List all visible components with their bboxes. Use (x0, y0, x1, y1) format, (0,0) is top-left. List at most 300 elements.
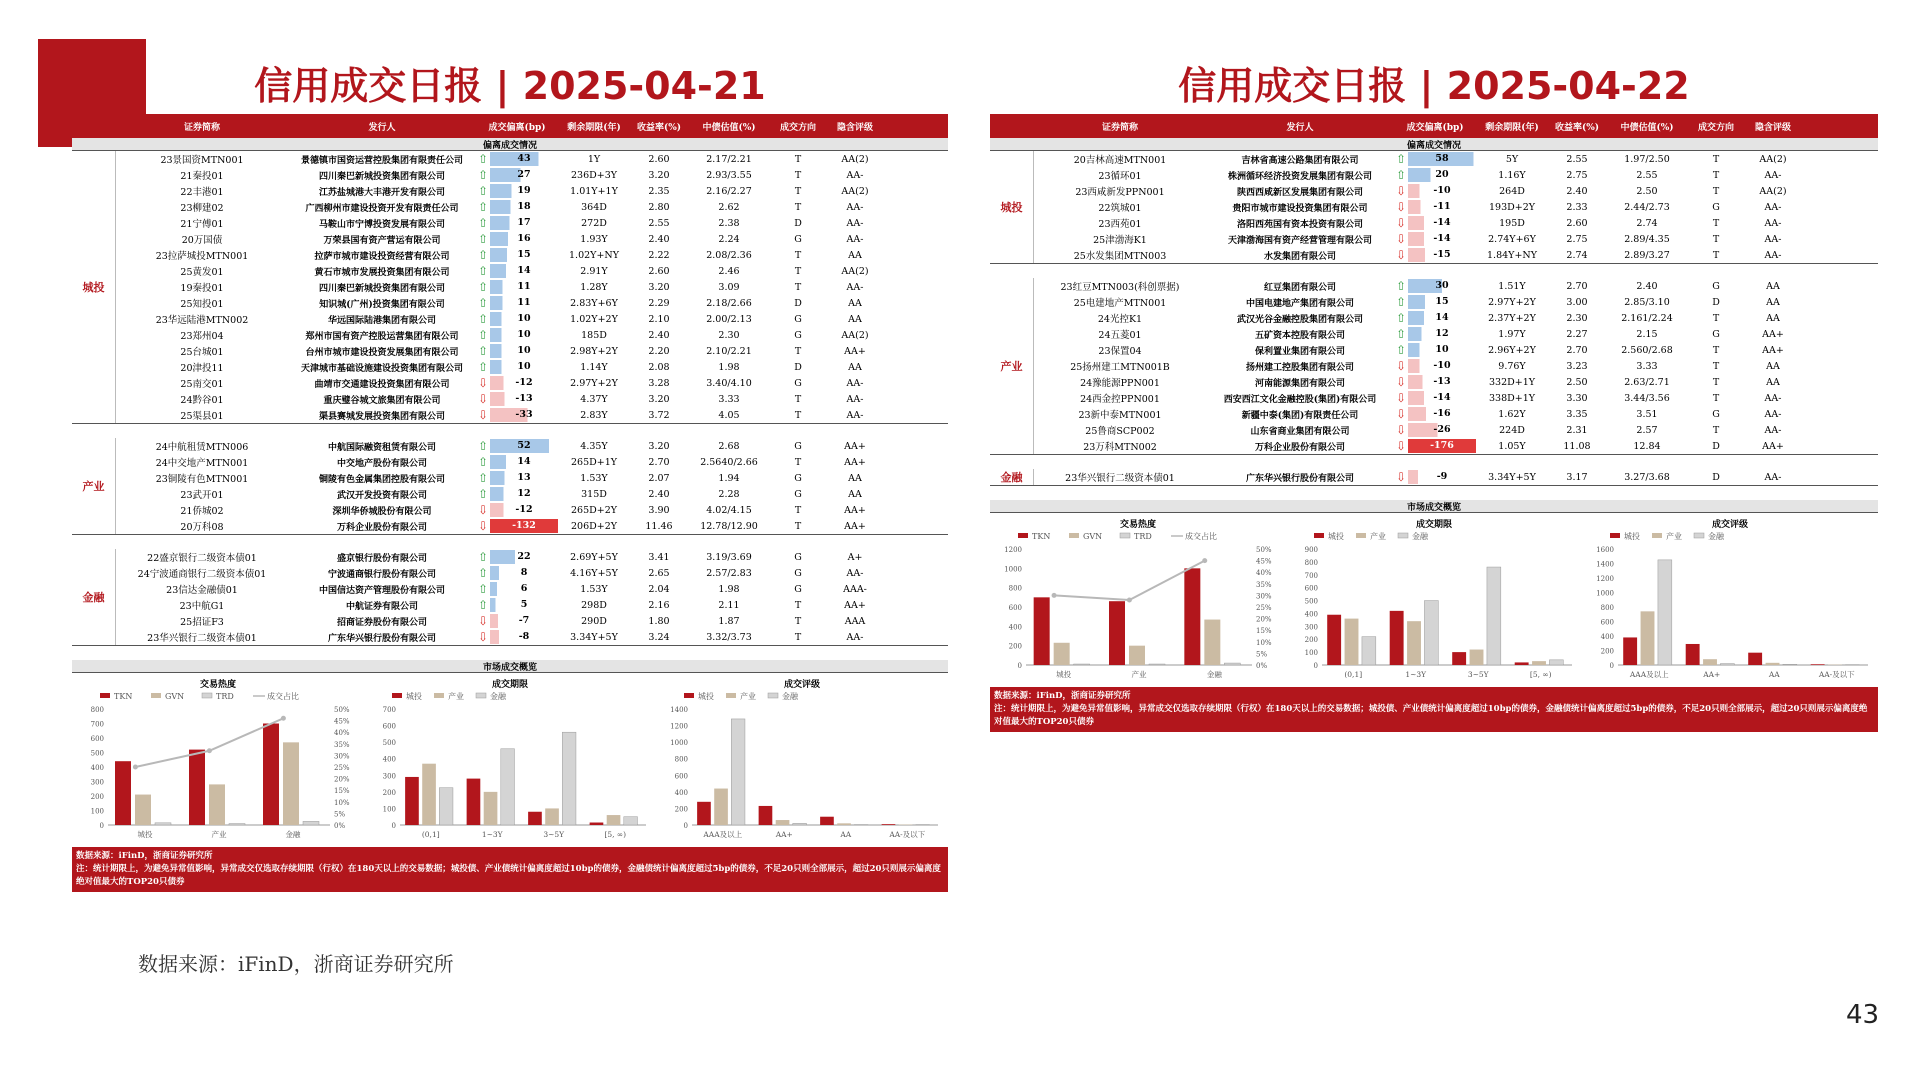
term-cell: 2.83Y (580, 409, 608, 421)
share-point (1052, 593, 1057, 598)
bar (1623, 637, 1637, 665)
chart (1286, 517, 1582, 687)
table-row (1034, 358, 1878, 374)
bond-name-cell: 25黄发01 (180, 267, 224, 278)
yield-cell: 3.24 (648, 631, 670, 643)
term-cell: 4.35Y (580, 440, 608, 452)
issuer-cell: 中国信达资产管理股份有限公司 (318, 585, 445, 596)
deviation-cell (476, 167, 558, 183)
direction-cell: T (1712, 424, 1720, 436)
bar (1109, 601, 1125, 665)
y2-tick-label: 20% (334, 775, 350, 784)
table-row (116, 247, 948, 263)
yield-cell: 2.70 (648, 456, 670, 468)
legend-label: TRD (1134, 532, 1152, 541)
yield-cell: 2.40 (648, 329, 670, 341)
issuer-cell: 深圳华侨城股份有限公司 (332, 506, 432, 517)
deviation-cell (1394, 469, 1476, 485)
yield-cell: 2.22 (648, 249, 670, 261)
x-tick-label: (0,1] (1344, 670, 1363, 679)
table-row (116, 199, 948, 215)
y2-tick-label: 25% (334, 764, 350, 772)
bond-name-cell: 20万国债 (181, 235, 223, 246)
bar (528, 812, 542, 825)
direction-cell: T (794, 185, 802, 197)
x-tick-label: AAA及以上 (703, 830, 743, 839)
bond-name-cell: 21侨城02 (180, 506, 224, 517)
bar (607, 815, 621, 825)
valuation-cell: 2.63/2.71 (1624, 376, 1670, 388)
deviation-cell (1394, 294, 1476, 310)
legend-swatch (392, 693, 402, 698)
y-tick-label: 1400 (670, 706, 688, 714)
y-tick-label: 400 (90, 764, 104, 772)
y-tick-label: 1000 (1596, 589, 1614, 598)
bond-name-cell: 23柳建02 (180, 203, 224, 214)
arrow-up-icon: ⇧ (477, 216, 489, 230)
bond-name-cell: 21秦投01 (180, 171, 224, 182)
bond-name-cell: 23西苑01 (1098, 219, 1142, 230)
deviation-value: 20 (1408, 168, 1476, 182)
deviation-value: 11 (490, 296, 558, 310)
term-cell: 265D+2Y (570, 504, 618, 516)
bar (1149, 664, 1165, 665)
table-row (1034, 374, 1878, 390)
yield-cell: 3.20 (648, 393, 670, 405)
group-label: 城投 (990, 151, 1034, 263)
rating-cell: AA (848, 488, 862, 500)
x-tick-label: 1~3Y (1405, 670, 1427, 679)
rating-cell: AA- (846, 393, 864, 405)
y-tick-label: 600 (1304, 584, 1318, 593)
y2-tick-label: 10% (1256, 638, 1272, 647)
rating-cell: AAA (844, 615, 866, 627)
header-cell: 发行人 (368, 122, 396, 133)
issuer-cell: 广东华兴银行股份有限公司 (327, 633, 436, 644)
deviation-value: 22 (490, 550, 558, 564)
legend-swatch (100, 693, 110, 698)
y2-tick-label: 5% (1256, 650, 1268, 659)
bond-name-cell: 25鲁商SCP002 (1085, 426, 1155, 437)
bar (467, 779, 481, 825)
term-cell: 1.53Y (580, 583, 608, 595)
y2-tick-label: 50% (1256, 546, 1272, 554)
deviation-cell (476, 486, 558, 502)
bond-name-cell: 23景国资MTN001 (160, 155, 244, 166)
table-row (116, 454, 948, 470)
deviation-cell (1394, 167, 1476, 183)
legend-swatch (684, 693, 694, 698)
deviation-cell (476, 263, 558, 279)
header-cell: 成交偏离(bp) (488, 122, 546, 133)
y-tick-label: 1600 (1596, 546, 1614, 554)
deviation-cell (476, 199, 558, 215)
issuer-cell: 四川秦巴新城投资集团有限公司 (318, 283, 445, 294)
bar (1074, 664, 1090, 665)
header-cell: 隐含评级 (1754, 122, 1791, 133)
y-tick-label: 200 (1304, 636, 1318, 645)
deviation-value: 10 (490, 328, 558, 342)
header-cell: 收益率(%) (636, 122, 682, 133)
legend-swatch (1018, 533, 1028, 538)
bond-name-cell: 23拉萨城投MTN001 (155, 251, 249, 262)
legend-label: GVN (165, 692, 185, 701)
valuation-cell: 3.40/4.10 (706, 377, 752, 389)
header-cell: 证券简称 (183, 122, 220, 133)
rating-cell: AA (1766, 360, 1780, 372)
term-cell: 1.28Y (580, 281, 608, 293)
deviation-value: -12 (490, 503, 558, 517)
rating-cell: AA+ (844, 504, 866, 516)
legend-swatch (1069, 533, 1079, 538)
bar (1766, 663, 1780, 665)
rating-cell: AA+ (1762, 344, 1784, 356)
rating-cell: AA- (1764, 424, 1782, 436)
bond-name-cell: 24宁波通商银行二级资本债01 (137, 569, 267, 580)
bond-name-cell: 25台城01 (180, 347, 224, 358)
deviation-cell (1394, 326, 1476, 342)
bond-name-cell: 25扬州建工MTN001B (1070, 362, 1170, 373)
term-cell: 195D (1499, 217, 1525, 229)
group-rows (1034, 151, 1878, 263)
x-tick-label: 3~5Y (1467, 670, 1489, 679)
group-rows (1034, 469, 1878, 485)
yield-cell: 11.46 (645, 520, 673, 532)
footer-note: 注：统计期限上，为避免异常值影响，异常成交仅选取存续期限（行权）在180天以上的交易数据；城投债、产业债统计偏离度超过10bp的债券，金融债统计偏离度超过5bp的债券，不足20只则全部展示，超过20只则展示偏离度绝对值最大的TOP20只债券 (76, 864, 941, 887)
table-row (116, 518, 948, 534)
term-cell: 1.84Y+NY (1487, 249, 1537, 261)
report-footer (72, 847, 948, 892)
valuation-cell: 4.02/4.15 (706, 504, 752, 516)
overview-title: 市场成交概览 (990, 500, 1878, 513)
x-tick-label: AA-及以下 (889, 830, 926, 839)
arrow-down-icon: ⇩ (1395, 200, 1407, 214)
arrow-up-icon: ⇧ (477, 344, 489, 358)
table-row (1034, 231, 1878, 247)
valuation-cell: 3.19/3.69 (706, 551, 752, 563)
charts-row (72, 673, 948, 847)
table-row (116, 549, 948, 565)
term-cell: 1.02Y+NY (569, 249, 619, 261)
issuer-cell: 中航证券有限公司 (345, 601, 418, 612)
bar (501, 749, 515, 825)
report-title: 信用成交日报 | 2025-04-22 (1178, 64, 1690, 108)
deviation-value: 8 (490, 566, 558, 580)
table-group (990, 469, 1878, 486)
deviation-value: 58 (1408, 152, 1476, 166)
x-tick-label: 产业 (211, 830, 227, 839)
y-tick-label: 400 (674, 788, 688, 797)
table-row (116, 215, 948, 231)
y2-tick-label: 35% (1256, 580, 1272, 589)
section-title: 偏离成交情况 (72, 138, 948, 151)
y-tick-label: 300 (1304, 623, 1318, 632)
term-cell: 2.97Y+2Y (570, 377, 618, 389)
direction-cell: T (794, 409, 802, 421)
chart (364, 677, 656, 847)
header-cell: 发行人 (1286, 122, 1314, 133)
x-tick-label: 金融 (285, 830, 301, 839)
x-tick-label: 1~3Y (481, 830, 503, 839)
legend-label: 产业 (1666, 532, 1682, 541)
direction-cell: D (1712, 471, 1720, 483)
deviation-cell (1394, 342, 1476, 358)
yield-cell: 3.00 (1566, 296, 1588, 308)
yield-cell: 3.30 (1566, 392, 1588, 404)
bar (1748, 653, 1762, 665)
arrow-up-icon: ⇧ (477, 471, 489, 485)
bar (1390, 611, 1404, 665)
arrow-up-icon: ⇧ (477, 598, 489, 612)
x-tick-label: 城投 (137, 830, 153, 839)
legend-label: 产业 (740, 692, 756, 701)
direction-cell: T (794, 153, 802, 165)
y2-tick-label: 30% (334, 752, 350, 761)
term-cell: 1.93Y (580, 233, 608, 245)
yield-cell: 2.40 (648, 488, 670, 500)
direction-cell: T (794, 249, 802, 261)
y-tick-label: 600 (674, 772, 688, 781)
arrow-down-icon: ⇩ (1395, 232, 1407, 246)
deviation-cell (476, 518, 558, 534)
deviation-cell (1394, 215, 1476, 231)
yield-cell: 2.70 (1566, 344, 1588, 356)
arrow-up-icon: ⇧ (477, 232, 489, 246)
term-cell: 2.91Y (580, 265, 608, 277)
issuer-cell: 四川秦巴新城投资集团有限公司 (318, 171, 445, 182)
yield-cell: 2.20 (648, 345, 670, 357)
table-row (1034, 215, 1878, 231)
table-row (1034, 342, 1878, 358)
arrow-up-icon: ⇧ (477, 184, 489, 198)
yield-cell: 3.20 (648, 281, 670, 293)
table-row (116, 311, 948, 327)
table-row (1034, 406, 1878, 422)
issuer-cell: 水发集团有限公司 (1263, 251, 1336, 262)
rating-cell: AA (848, 313, 862, 325)
chart-title: 成交评级 (783, 680, 820, 690)
direction-cell: G (794, 488, 802, 500)
deviation-cell (476, 581, 558, 597)
direction-cell: G (794, 377, 802, 389)
y-tick-label: 100 (1304, 649, 1318, 658)
header-cell: 成交方向 (1697, 122, 1734, 133)
legend-label: TKN (1032, 532, 1051, 541)
yield-cell: 2.60 (1566, 217, 1588, 229)
table-row (116, 565, 948, 581)
direction-cell: D (794, 297, 802, 309)
footer-source: 数据来源：iFinD，浙商证券研究所 (994, 691, 1131, 701)
y2-tick-label: 25% (1256, 604, 1272, 612)
rating-cell: AA- (846, 201, 864, 213)
legend-label: 城投 (698, 692, 714, 701)
term-cell: 4.16Y+5Y (570, 567, 618, 579)
direction-cell: D (1712, 440, 1720, 452)
y-tick-label: 700 (382, 706, 396, 714)
direction-cell: G (794, 313, 802, 325)
y-tick-label: 900 (1304, 546, 1318, 554)
arrow-down-icon: ⇩ (477, 519, 489, 533)
bar (776, 820, 790, 825)
yield-cell: 2.16 (648, 599, 670, 611)
deviation-cell (1394, 183, 1476, 199)
term-cell: 1.14Y (580, 361, 608, 373)
valuation-cell: 2.10/2.21 (706, 345, 752, 357)
header-cell: 成交方向 (779, 122, 816, 133)
term-cell: 5Y (1505, 153, 1519, 165)
issuer-cell: 天津城市基础设施建设投资集团有限公司 (300, 363, 463, 374)
arrow-down-icon: ⇩ (1395, 439, 1407, 453)
direction-cell: D (794, 217, 802, 229)
term-cell: 2.98Y+2Y (570, 345, 618, 357)
table-row (116, 613, 948, 629)
deviation-value: -9 (1408, 470, 1476, 484)
bar (820, 817, 834, 825)
arrow-down-icon: ⇩ (1395, 216, 1407, 230)
arrow-up-icon: ⇧ (477, 248, 489, 262)
rating-cell: AA(2) (841, 265, 869, 277)
arrow-down-icon: ⇩ (1395, 375, 1407, 389)
deviation-value: 19 (490, 184, 558, 198)
direction-cell: T (794, 615, 802, 627)
rating-cell: AA- (846, 409, 864, 421)
term-cell: 290D (581, 615, 607, 627)
deviation-cell (476, 629, 558, 645)
arrow-up-icon: ⇧ (1395, 327, 1407, 341)
bar (759, 806, 773, 825)
term-cell: 185D (581, 329, 607, 341)
chart-title: 成交期限 (491, 680, 528, 690)
yield-cell: 2.55 (648, 217, 670, 229)
valuation-cell: 2.62 (718, 201, 740, 213)
issuer-cell: 保利置业集团有限公司 (1254, 346, 1345, 357)
rating-cell: AA(2) (841, 153, 869, 165)
y-tick-label: 1200 (670, 722, 688, 731)
issuer-cell: 知识城(广州)投资集团有限公司 (319, 299, 445, 310)
y-tick-label: 1200 (1596, 575, 1614, 583)
rating-cell: AA+ (844, 456, 866, 468)
bond-name-cell: 25渠县01 (180, 411, 224, 422)
issuer-cell: 山东省商业集团有限公司 (1250, 426, 1350, 437)
rating-cell: AA (1766, 280, 1780, 292)
legend-swatch (768, 693, 778, 698)
deviation-value: 6 (490, 582, 558, 596)
deviation-cell (476, 295, 558, 311)
table-row (1034, 438, 1878, 454)
issuer-cell: 广东华兴银行股份有限公司 (1245, 473, 1354, 484)
valuation-cell: 2.57/2.83 (706, 567, 752, 579)
y-tick-label: 1200 (1004, 546, 1022, 554)
arrow-down-icon: ⇩ (1395, 423, 1407, 437)
header-cell: 隐含评级 (836, 122, 873, 133)
rating-cell: AA- (1764, 249, 1782, 261)
bar (1184, 568, 1200, 665)
yield-cell: 3.20 (648, 440, 670, 452)
valuation-cell: 2.5640/2.66 (700, 456, 758, 468)
valuation-cell: 2.89/3.27 (1624, 249, 1670, 261)
yield-cell: 2.75 (1566, 233, 1588, 245)
group-rows (116, 438, 948, 534)
page-number: 43 (1846, 1000, 1880, 1030)
deviation-value: -8 (490, 630, 558, 644)
direction-cell: T (1712, 392, 1720, 404)
chart (1582, 517, 1878, 687)
rating-cell: AA+ (1762, 440, 1784, 452)
valuation-cell: 1.98 (718, 361, 740, 373)
report-panel-right (990, 60, 1878, 732)
y-tick-label: 200 (1600, 647, 1614, 656)
term-cell: 1.51Y (1498, 280, 1526, 292)
deviation-value: 30 (1408, 279, 1476, 293)
legend-label: 金融 (782, 692, 798, 701)
bar (1407, 621, 1421, 665)
arrow-down-icon: ⇩ (1395, 359, 1407, 373)
deviation-cell (1394, 151, 1476, 167)
rating-cell: AA+ (844, 345, 866, 357)
direction-cell: T (1712, 185, 1720, 197)
bond-name-cell: 24五菱01 (1098, 330, 1142, 341)
y-tick-label: 300 (382, 772, 396, 781)
bar (1129, 646, 1145, 665)
header-cell: 剩余期限(年) (567, 122, 621, 133)
valuation-cell: 1.98 (718, 583, 740, 595)
arrow-up-icon: ⇧ (1395, 311, 1407, 325)
deviation-value: 10 (490, 344, 558, 358)
direction-cell: T (1712, 217, 1720, 229)
valuation-cell: 2.68 (718, 440, 740, 452)
issuer-cell: 招商证券股份有限公司 (336, 617, 427, 628)
arrow-up-icon: ⇧ (477, 455, 489, 469)
rating-cell: AA (848, 249, 862, 261)
bond-name-cell: 20万科08 (180, 522, 224, 533)
direction-cell: T (794, 201, 802, 213)
x-tick-label: [5, ∞) (604, 830, 627, 839)
valuation-cell: 2.11 (718, 599, 740, 611)
bond-name-cell: 24豫能源PPN001 (1080, 378, 1160, 389)
deviation-cell (1394, 390, 1476, 406)
issuer-cell: 广西柳州市建设投资开发有限责任公司 (305, 203, 459, 214)
chart-svg (990, 529, 1286, 687)
bond-name-cell: 20吉林高速MTN001 (1073, 155, 1167, 166)
term-cell: 1.02Y+2Y (570, 313, 618, 325)
bar (1054, 643, 1070, 665)
issuer-cell: 黄石市城市发展投资集团有限公司 (314, 267, 450, 278)
deviation-cell (476, 279, 558, 295)
footer-note: 注：统计期限上，为避免异常值影响，异常成交仅选取存续期限（行权）在180天以上的交易数据；城投债、产业债统计偏离度超过10bp的债券，金融债统计偏离度超过5bp的债券，不足20只则全部展示，超过20只则展示偏离度绝对值最大的TOP20只债券 (994, 704, 1868, 727)
rating-cell: A+ (847, 551, 863, 563)
table-row (1034, 390, 1878, 406)
bond-name-cell: 24中交地产MTN001 (155, 458, 249, 469)
table-row (1034, 151, 1878, 167)
deviation-cell (1394, 406, 1476, 422)
deviation-cell (476, 231, 558, 247)
term-cell: 2.83Y+6Y (570, 297, 618, 309)
valuation-cell: 3.33 (1636, 360, 1658, 372)
bond-name-cell: 25水发集团MTN003 (1073, 251, 1167, 262)
y-tick-label: 800 (674, 755, 688, 764)
yield-cell: 2.65 (648, 567, 670, 579)
valuation-cell: 2.44/2.73 (1624, 201, 1670, 213)
bond-name-cell: 25知投01 (180, 299, 224, 310)
group-label: 城投 (72, 151, 116, 423)
deviation-value: 18 (490, 200, 558, 214)
table-row (116, 295, 948, 311)
bond-name-cell: 23西咸新发PPN001 (1075, 187, 1165, 198)
rating-cell: AA (1766, 312, 1780, 324)
direction-cell: T (794, 504, 802, 516)
term-cell: 264D (1499, 185, 1525, 197)
yield-cell: 2.07 (648, 472, 670, 484)
